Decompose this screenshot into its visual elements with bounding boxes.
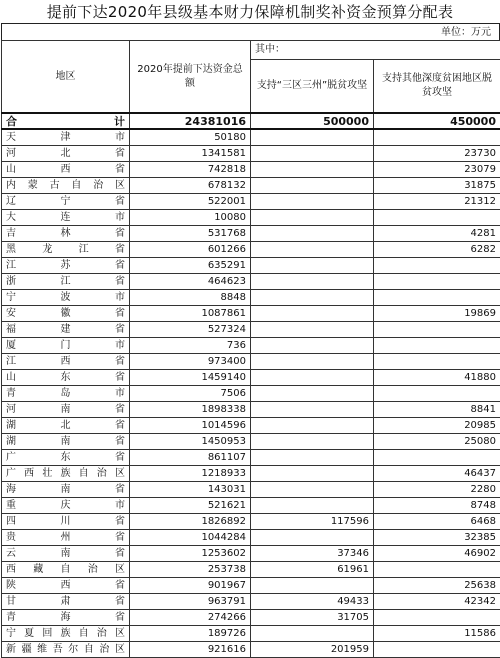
region-name: 厦 门 市 <box>2 338 130 354</box>
region-sub2: 31875 <box>374 178 500 194</box>
region-total: 143031 <box>130 482 251 498</box>
region-sub1: 49433 <box>251 594 374 610</box>
region-total: 1044284 <box>130 530 251 546</box>
region-total: 1826892 <box>130 514 251 530</box>
region-name: 辽 宁 省 <box>2 194 130 210</box>
region-sub1 <box>251 626 374 642</box>
region-sub2: 42342 <box>374 594 500 610</box>
region-sub1 <box>251 466 374 482</box>
region-total: 1341581 <box>130 146 251 162</box>
region-sub1 <box>251 194 374 210</box>
region-total: 50180 <box>130 129 251 146</box>
region-sub1 <box>251 274 374 290</box>
region-total: 522001 <box>130 194 251 210</box>
region-sub1 <box>251 146 374 162</box>
region-sub1: 201959 <box>251 642 374 658</box>
table-row <box>2 146 500 162</box>
table-row <box>2 418 500 434</box>
region-sub1 <box>251 434 374 450</box>
region-total: 1459140 <box>130 370 251 386</box>
region-total: 1450953 <box>130 434 251 450</box>
region-total: 274266 <box>130 610 251 626</box>
region-name: 内 蒙 古 自 治 区 <box>2 178 130 194</box>
table-row <box>2 194 500 210</box>
table-row <box>2 162 500 178</box>
region-sub2: 25080 <box>374 434 500 450</box>
region-sub1 <box>251 482 374 498</box>
allocation-table <box>1 40 500 658</box>
region-name: 贵 州 省 <box>2 530 130 546</box>
table-row <box>2 594 500 610</box>
region-total: 1253602 <box>130 546 251 562</box>
table-row <box>2 386 500 402</box>
region-sub1 <box>251 338 374 354</box>
header-total: 2020年提前下达资金总额 <box>130 41 251 114</box>
region-name: 吉 林 省 <box>2 226 130 242</box>
region-name: 山 东 省 <box>2 370 130 386</box>
region-sub2: 23730 <box>374 146 500 162</box>
region-total: 527324 <box>130 322 251 338</box>
table-row <box>2 322 500 338</box>
table-row <box>2 546 500 562</box>
region-total: 7506 <box>130 386 251 402</box>
header-sub2: 支持其他深度贫困地区脱贫攻坚 <box>374 60 500 114</box>
region-total: 736 <box>130 338 251 354</box>
region-name: 山 西 省 <box>2 162 130 178</box>
region-total: 1218933 <box>130 466 251 482</box>
region-total: 531768 <box>130 226 251 242</box>
table-row <box>2 402 500 418</box>
region-sub2 <box>374 290 500 306</box>
region-total: 1087861 <box>130 306 251 322</box>
region-name: 宁 夏 回 族 自 治 区 <box>2 626 130 642</box>
region-name: 四 川 省 <box>2 514 130 530</box>
table-row <box>2 226 500 242</box>
table-row <box>2 178 500 194</box>
region-sub1: 61961 <box>251 562 374 578</box>
region-total: 601266 <box>130 242 251 258</box>
table-row <box>2 450 500 466</box>
table-row <box>2 242 500 258</box>
region-sub2 <box>374 354 500 370</box>
table-row <box>2 562 500 578</box>
region-sub1 <box>251 402 374 418</box>
table-row <box>2 290 500 306</box>
region-sub1 <box>251 162 374 178</box>
table-row <box>2 338 500 354</box>
region-sub2: 2280 <box>374 482 500 498</box>
region-name: 河 南 省 <box>2 402 130 418</box>
region-sub2: 6468 <box>374 514 500 530</box>
header-among: 其中： <box>251 41 500 60</box>
region-sub2 <box>374 274 500 290</box>
region-sub1 <box>251 498 374 514</box>
region-total: 973400 <box>130 354 251 370</box>
region-name: 安 徽 省 <box>2 306 130 322</box>
total-label: 合 计 <box>2 113 130 129</box>
region-name: 黑 龙 江 省 <box>2 242 130 258</box>
region-total: 1898338 <box>130 402 251 418</box>
region-name: 浙 江 省 <box>2 274 130 290</box>
region-sub2: 8841 <box>374 402 500 418</box>
region-sub2: 8748 <box>374 498 500 514</box>
region-total: 253738 <box>130 562 251 578</box>
region-name: 新 疆 维 吾 尔 自 治 区 <box>2 642 130 658</box>
region-sub2: 25638 <box>374 578 500 594</box>
region-sub2 <box>374 338 500 354</box>
region-sub1 <box>251 210 374 226</box>
region-name: 江 西 省 <box>2 354 130 370</box>
table-row <box>2 610 500 626</box>
region-sub2: 46902 <box>374 546 500 562</box>
total-sub1: 500000 <box>251 113 374 129</box>
table-row <box>2 466 500 482</box>
table-row <box>2 482 500 498</box>
table-row <box>2 514 500 530</box>
header-sub1: 支持“三区三州”脱贫攻坚 <box>251 60 374 114</box>
region-sub1 <box>251 306 374 322</box>
header-region: 地区 <box>2 41 130 114</box>
region-name: 河 北 省 <box>2 146 130 162</box>
region-total: 861107 <box>130 450 251 466</box>
table-row <box>2 306 500 322</box>
table-row <box>2 434 500 450</box>
region-name: 重 庆 市 <box>2 498 130 514</box>
region-sub2: 11586 <box>374 626 500 642</box>
region-sub2 <box>374 642 500 658</box>
region-total: 8848 <box>130 290 251 306</box>
region-name: 湖 南 省 <box>2 434 130 450</box>
region-sub1 <box>251 178 374 194</box>
region-name: 甘 肃 省 <box>2 594 130 610</box>
region-sub2: 6282 <box>374 242 500 258</box>
region-sub1 <box>251 354 374 370</box>
table-row <box>2 626 500 642</box>
region-sub1 <box>251 290 374 306</box>
region-sub2: 20985 <box>374 418 500 434</box>
region-sub1: 37346 <box>251 546 374 562</box>
region-name: 西 藏 自 治 区 <box>2 562 130 578</box>
region-sub2 <box>374 258 500 274</box>
region-sub1: 117596 <box>251 514 374 530</box>
region-sub2: 46437 <box>374 466 500 482</box>
region-sub1 <box>251 242 374 258</box>
region-sub2 <box>374 386 500 402</box>
region-total: 921616 <box>130 642 251 658</box>
region-total: 1014596 <box>130 418 251 434</box>
region-sub1 <box>251 226 374 242</box>
region-name: 江 苏 省 <box>2 258 130 274</box>
region-sub2 <box>374 610 500 626</box>
region-name: 海 南 省 <box>2 482 130 498</box>
region-total: 963791 <box>130 594 251 610</box>
region-sub2: 41880 <box>374 370 500 386</box>
region-sub1 <box>251 129 374 146</box>
table-row <box>2 210 500 226</box>
document-title: 提前下达2020年县级基本财力保障机制奖补资金预算分配表 <box>0 0 500 23</box>
region-sub2 <box>374 562 500 578</box>
region-name: 青 海 省 <box>2 610 130 626</box>
table-row <box>2 370 500 386</box>
region-sub1 <box>251 530 374 546</box>
region-total: 635291 <box>130 258 251 274</box>
region-total: 521621 <box>130 498 251 514</box>
table-row <box>2 274 500 290</box>
region-sub2 <box>374 450 500 466</box>
region-name: 天 津 市 <box>2 129 130 146</box>
region-name: 云 南 省 <box>2 546 130 562</box>
region-name: 宁 波 市 <box>2 290 130 306</box>
region-sub1: 31705 <box>251 610 374 626</box>
region-sub2 <box>374 129 500 146</box>
table-row <box>2 354 500 370</box>
table-row <box>2 129 500 146</box>
region-sub1 <box>251 386 374 402</box>
region-total: 678132 <box>130 178 251 194</box>
region-total: 742818 <box>130 162 251 178</box>
total-sub2: 450000 <box>374 113 500 129</box>
total-value: 24381016 <box>130 113 251 129</box>
region-name: 大 连 市 <box>2 210 130 226</box>
region-total: 464623 <box>130 274 251 290</box>
region-name: 湖 北 省 <box>2 418 130 434</box>
table-row <box>2 258 500 274</box>
table-row <box>2 498 500 514</box>
unit-label: 单位：万元 <box>1 23 500 40</box>
region-name: 广 西 壮 族 自 治 区 <box>2 466 130 482</box>
table-row <box>2 642 500 658</box>
region-name: 陕 西 省 <box>2 578 130 594</box>
region-sub2: 4281 <box>374 226 500 242</box>
region-sub2 <box>374 210 500 226</box>
region-sub1 <box>251 258 374 274</box>
region-total: 901967 <box>130 578 251 594</box>
region-name: 福 建 省 <box>2 322 130 338</box>
region-sub1 <box>251 322 374 338</box>
region-sub1 <box>251 450 374 466</box>
total-row <box>2 113 500 129</box>
region-sub2: 21312 <box>374 194 500 210</box>
region-name: 广 东 省 <box>2 450 130 466</box>
region-sub2 <box>374 322 500 338</box>
table-row <box>2 530 500 546</box>
table-row <box>2 578 500 594</box>
region-sub1 <box>251 418 374 434</box>
region-total: 10080 <box>130 210 251 226</box>
region-name: 青 岛 市 <box>2 386 130 402</box>
region-sub1 <box>251 370 374 386</box>
region-sub2: 23079 <box>374 162 500 178</box>
region-total: 189726 <box>130 626 251 642</box>
region-sub2: 19869 <box>374 306 500 322</box>
region-sub1 <box>251 578 374 594</box>
region-sub2: 32385 <box>374 530 500 546</box>
